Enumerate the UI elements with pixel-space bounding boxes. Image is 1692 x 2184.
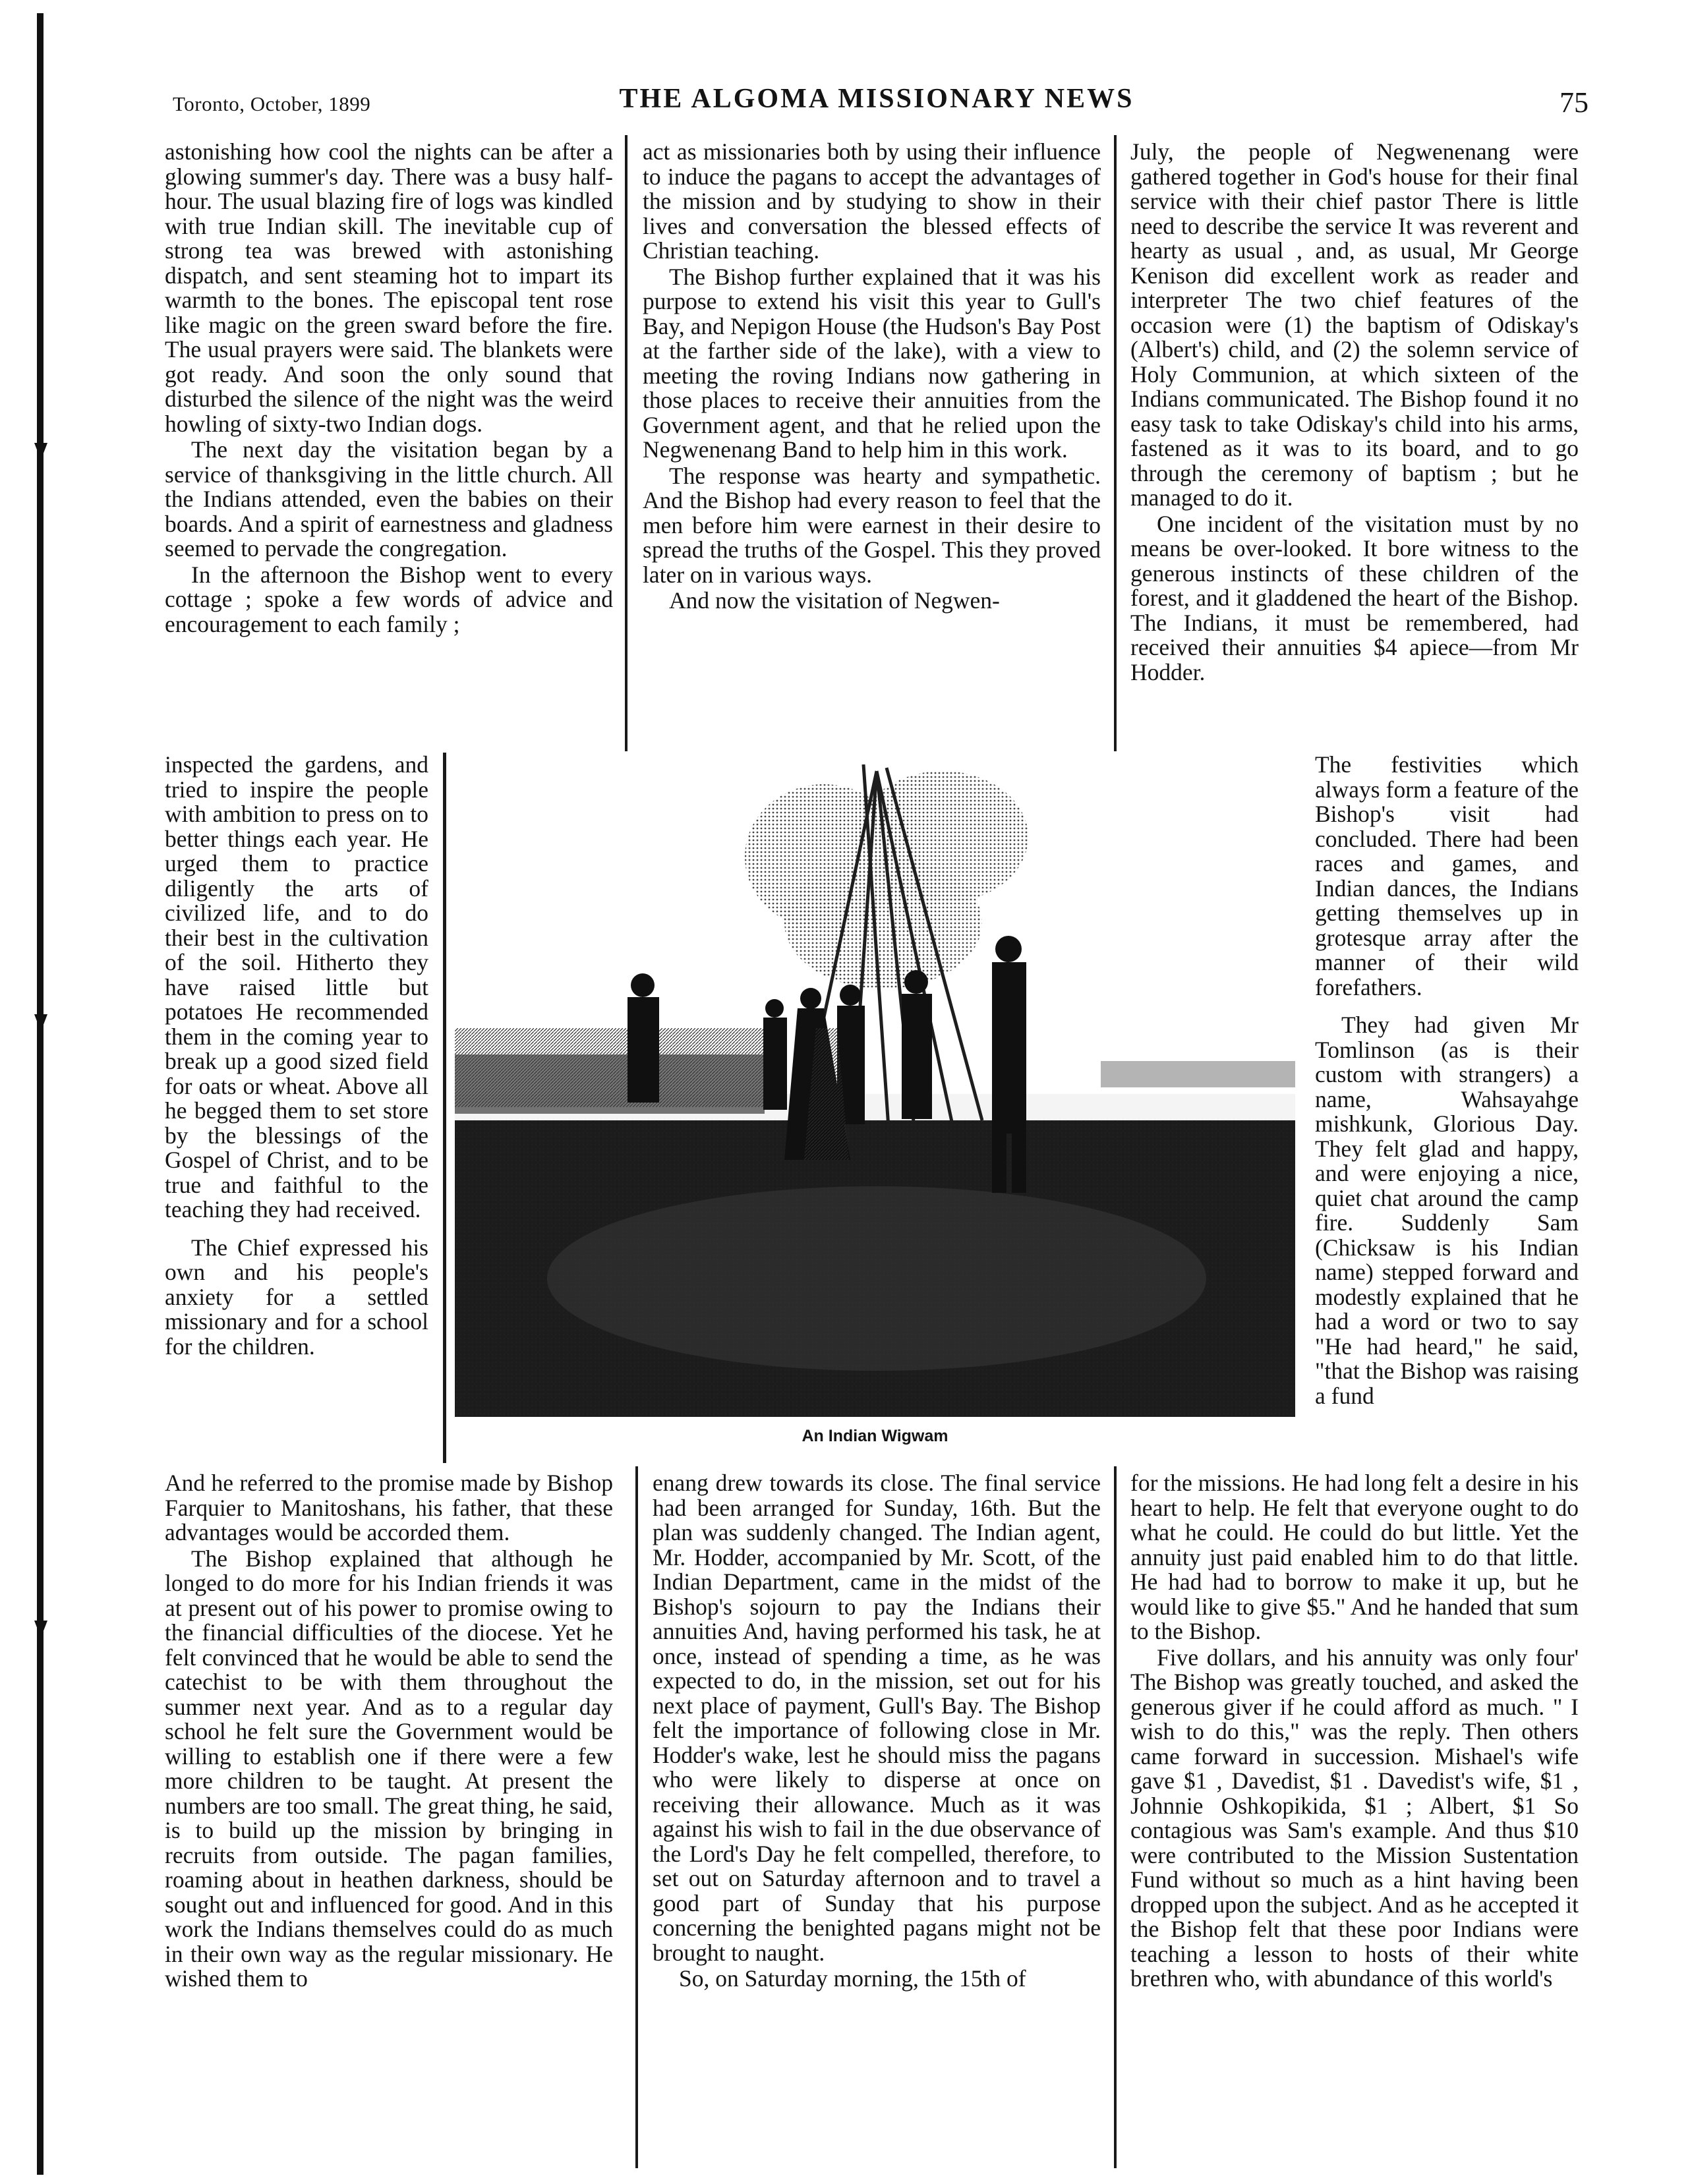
column-1-top [165, 140, 613, 638]
paragraph: for the missions. He had long felt a desire in his heart to help. He felt that everyone ought to do what he could. He could do but little. Yet the annuity just paid enabled him to do that little. He had had to borrow to make it up, but he would like to give $5." And he handed that sum to the Bishop. [1130, 1470, 1579, 1644]
paragraph: One incident of the visitation must by no means be over-looked. It bore witness to the generous instincts of these children of the forest, and it gladdened the heart of the Bishop. The Indians, it must be remembered, had received their annuities $4 apiece—from Mr Hodder. [1130, 510, 1579, 685]
wigwam-photograph [455, 751, 1295, 1417]
paragraph: The Chief expressed his own and his people's anxiety for a settled missionary and for a school for the children. [165, 1234, 428, 1360]
paragraph: inspected the gardens, and tried to inspire the people with ambition to press on to better things each year. He urged them to practice diligently the arts of civilized life, and to do their best in the cultivation of the soil. Hitherto they have raised little but potatoes He recommended them in the coming year to break up a good sized field for oats or wheat. Above all he begged them to set store by the blessings of the Gospel of Christ, and to be true and faithful to the teaching they had received. [165, 751, 428, 1222]
column-3-wrap [1315, 753, 1579, 1408]
paragraph: Five dollars, and his annuity was only four' The Bishop was greatly touched, and asked the generous giver if he could afford as much. " I wish to do this," was the reply. Then others came forward in succession. Mishael's wife gave $1 , Davedist, $1 . Davedist's wife, $1 , Johnnie Oshkopikida, $1 ; Albert, $1 So contagious was Sam's example. And thus $10 were contributed to the Mission Sustentation Fund without so much as a hint having been dropped upon the subject. And as he accepted it the Bishop felt that these poor Indians were teaching a lesson to hosts of their white brethren who, with abundance of this world's [1130, 1644, 1579, 1992]
paragraph: In the afternoon the Bishop went to every cottage ; spoke a few words of advice and encouragement to each family ; [165, 561, 613, 637]
column-1-wrap [165, 753, 428, 1359]
page-number: 75 [1560, 86, 1589, 119]
place-date: Toronto, October, 1899 [173, 92, 371, 115]
paragraph: astonishing how cool the nights can be after a glowing summer's day. There was a busy half-hour. The usual blazing fire of logs was kindled with true Indian skill. The inevitable cup of strong tea was brewed with astonishing dispatch, and sent steaming hot to impart its warmth to the bones. The episcopal tent rose like magic on the green sward before the fire. The usual prayers were said. The blankets were got ready. And soon the only sound that disturbed the silence of the night was the weird howling of sixty-two Indian dogs. [165, 138, 613, 437]
paragraph: The next day the visitation began by a service of thanksgiving in the little church. All the Indians attended, even the babies on their boards. And a spirit of earnestness and gladness seemed to pervade the congregation. [165, 436, 613, 561]
paragraph: So, on Saturday morning, the 15th of [679, 1965, 1026, 1992]
paragraph: The Bishop explained that although he longed to do more for his Indian friends it was at present out of his power to promise owing to the financial difficulties of the diocese. Yet he felt convinced that he would be able to send the catechist to be with them throughout the summer next year. And as to a regular day school he felt sure the Government would be willing to establish one if there were a few more children to be taught. At present the numbers are too small. The great thing, he said, is to build up the mission by bringing in recruits from outside. The pagan families, roaming about in heathen darkness, should be sought out and influenced for good. And in this work the Indians themselves could do as much in their own way as the regular missionary. He wished them to [165, 1545, 613, 1992]
column-rule [635, 1466, 638, 2168]
binding-tick-mark [33, 440, 49, 463]
paragraph: They had given Mr Tomlinson (as is their custom with strangers) a name, Wahsayahge mishkunk, Glorious Day. They felt glad and happy, and were enjoying a nice, quiet chat around the camp fire. Suddenly Sam (Chicksaw is his Indian name) stepped forward and modestly explained that he had a word or two to say "He had heard," he said, "that the Bishop was raising a fund [1315, 1012, 1579, 1409]
binding-edge-rule [37, 13, 44, 2175]
column-1-bottom [165, 1471, 613, 1993]
column-2-top [643, 140, 1101, 615]
paragraph: act as missionaries both by using their influence to induce the pagans to accept the advantages of the mission and by studying to show in their lives and conversation the blessed effects of Christian teaching. [643, 138, 1101, 264]
paragraph: And he referred to the promise made by Bishop Farquier to Manitoshans, his father, that these advantages would be accorded them. [165, 1470, 613, 1545]
column-rule [1114, 1466, 1117, 2168]
paragraph: And now the visitation of Negwen- [669, 587, 1000, 614]
figure-caption: An Indian Wigwam [802, 1427, 948, 1445]
column-rule [625, 135, 627, 761]
paragraph: The response was hearty and sympathetic. And the Bishop had every reason to feel that the men before him were earnest in their desire to spread the truths of the Gospel. This they proved later on in various ways. [643, 462, 1101, 588]
masthead-title: THE ALGOMA MISSIONARY NEWS [619, 84, 1134, 114]
figure-rule [443, 753, 446, 1463]
paragraph: July, the people of Negwenenang were gathered together in God's house for their final service with their chief pastor There is little need to describe the service It was reverent and hearty as usual , and, as usual, Mr George Kenison did excellent work as reader and interpreter The two chief features of the occasion were (1) the baptism of Odiskay's (Albert's) child, and (2) the solemn service of Holy Communion, at which sixteen of the Indians communicated. The Bishop found it no easy task to take Odiskay's child into his arms, fastened as it was to its board, and to go through the ceremony of baptism ; but he managed to do it. [1130, 138, 1579, 511]
binding-tick-mark [33, 1618, 49, 1640]
page-header [165, 78, 1589, 124]
column-3-top [1130, 140, 1579, 686]
paragraph: enang drew towards its close. The final service had been arranged for Sunday, 16th. But the plan was suddenly changed. The Indian agent, Mr. Hodder, accompanied by Mr. Scott, of the Indian Department, came in the midst of the Bishop's sojourn to pay the Indians their annuities And, having performed his task, he at once, instead of spending a time, as he was expected to do, in the mission, set out for his next place of payment, Gull's Bay. The Bishop felt the importance of following close in Mr. Hodder's wake, lest he should miss the pagans who were likely to disperse at once on receiving their allowance. Much as it was against his wish to fail in the due observance of the Lord's Day he felt compelled, therefore, to set out on Saturday afternoon and to travel a good part of Sunday that his purpose concerning the benighted pagans might not be brought to naught. [653, 1470, 1101, 1966]
paragraph: The festivities which always form a feature of the Bishop's visit had concluded. There had been races and games, and Indian dances, the Indians getting themselves up in grotesque array after the manner of their wild forefathers. [1315, 751, 1579, 1000]
paragraph: The Bishop further explained that it was his purpose to extend his visit this year to Gull's Bay, and Nepigon House (the Hudson's Bay Post at the farther side of the lake), with a view to meeting the roving Indians now gathering in those places to receive their annuities from the Government agent, and that he relied upon the Negwenenang Band to help him in this work. [643, 263, 1101, 463]
column-2-bottom [653, 1471, 1101, 1993]
column-rule [1114, 135, 1117, 761]
binding-tick-mark [33, 1012, 49, 1034]
column-3-bottom [1130, 1471, 1579, 1993]
